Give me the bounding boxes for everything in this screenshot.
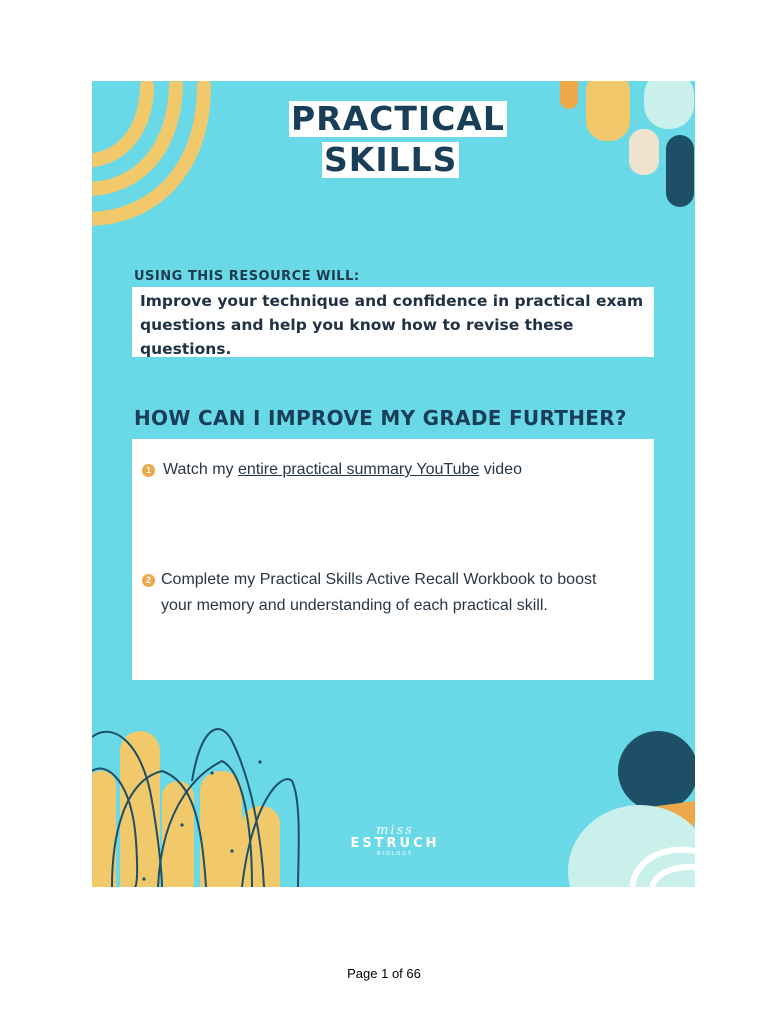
- page-title-line-2: SKILLS: [324, 140, 458, 179]
- intro-heading: USING THIS RESOURCE WILL:: [134, 269, 360, 284]
- improve-heading: HOW CAN I IMPROVE MY GRADE FURTHER?: [134, 406, 627, 430]
- intro-box: [132, 287, 654, 357]
- youtube-summary-link[interactable]: entire practical summary YouTube: [237, 461, 480, 478]
- navy-circle: [618, 731, 695, 811]
- logo-subtitle: BIOLOGY: [376, 851, 414, 857]
- yellow-arcs-top-left: [92, 86, 204, 219]
- beige-pill: [629, 129, 659, 175]
- step-1-suffix: video: [479, 461, 522, 478]
- step-item-1: [142, 457, 522, 483]
- page-number-footer: Page 1 of 66: [347, 966, 421, 981]
- mint-pill: [644, 81, 694, 129]
- step-number-badge: 1: [142, 464, 155, 477]
- orange-pill: [560, 81, 578, 109]
- yellow-pill: [586, 81, 630, 141]
- steps-box: [132, 439, 654, 680]
- brand-logo: [330, 823, 460, 857]
- step-1-prefix: Watch my: [163, 461, 238, 478]
- logo-name: ESTRUCH: [350, 836, 440, 851]
- navy-pill: [666, 135, 694, 207]
- logo-script: miss: [376, 823, 414, 838]
- step-2-text: Complete my Practical Skills Active Recall Workbook to boost your memory and understanding of each practical skill.: [161, 571, 597, 614]
- intro-text: Improve your technique and confidence in practical exam questions and help you know how to revise these questions.: [140, 292, 644, 358]
- cover-page: [92, 81, 695, 887]
- page-title-line-1: PRACTICAL: [291, 99, 505, 138]
- step-number-badge: 2: [142, 574, 155, 587]
- mint-blob: [568, 805, 695, 887]
- step-item-2: [142, 567, 622, 619]
